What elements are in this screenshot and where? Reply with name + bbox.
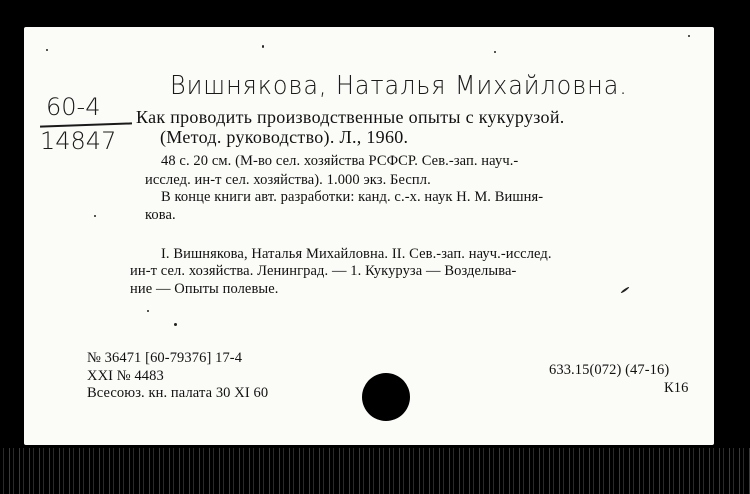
description-line: исслед. ин-т сел. хозяйства). 1.000 экз. Беспл. [145, 172, 431, 188]
speck [494, 51, 496, 53]
catalog-card [24, 27, 714, 445]
author-handwritten: Вишнякова, Наталья Михайловна. [170, 71, 628, 101]
scan-margin [714, 20, 750, 494]
tracing-line: ин-т сел. хозяйства. Ленинград. — 1. Кукуруза — Возделыва- [130, 263, 517, 279]
scan-edge-strip [0, 448, 750, 494]
description-line: В конце книги авт. разработки: канд. с.-х. наук Н. М. Вишня- [161, 189, 544, 205]
description-line: кова. [145, 207, 176, 223]
punch-hole [362, 373, 410, 421]
speck [147, 310, 149, 312]
catalog-chamber: Всесоюз. кн. палата 30 XI 60 [87, 385, 269, 401]
shelfmark-bottom: 14847 [40, 127, 117, 155]
speck [262, 45, 264, 48]
tracing-line: ние — Опыты полевые. [130, 281, 279, 297]
speck [46, 49, 48, 51]
description-line: 48 с. 20 см. (М-во сел. хозяйства РСФСР. Сев.-зап. науч.- [161, 153, 519, 169]
cutter-number: К16 [664, 380, 689, 396]
speck [688, 35, 690, 37]
catalog-series: XXI № 4483 [87, 368, 164, 384]
shelfmark-top: 60-4 [46, 93, 101, 121]
speck [94, 215, 96, 217]
title-line: Как проводить производственные опыты с кукурузой. [136, 107, 565, 127]
catalog-number: № 36471 [60-79376] 17-4 [87, 350, 243, 366]
title-subline: (Метод. руководство). Л., 1960. [160, 127, 409, 147]
speck [174, 323, 177, 326]
udc-code: 633.15(072) (47-16) [549, 362, 670, 378]
tracing-line: I. Вишнякова, Наталья Михайловна. II. Сев.-зап. науч.-исслед. [161, 246, 552, 262]
speck [620, 286, 629, 293]
